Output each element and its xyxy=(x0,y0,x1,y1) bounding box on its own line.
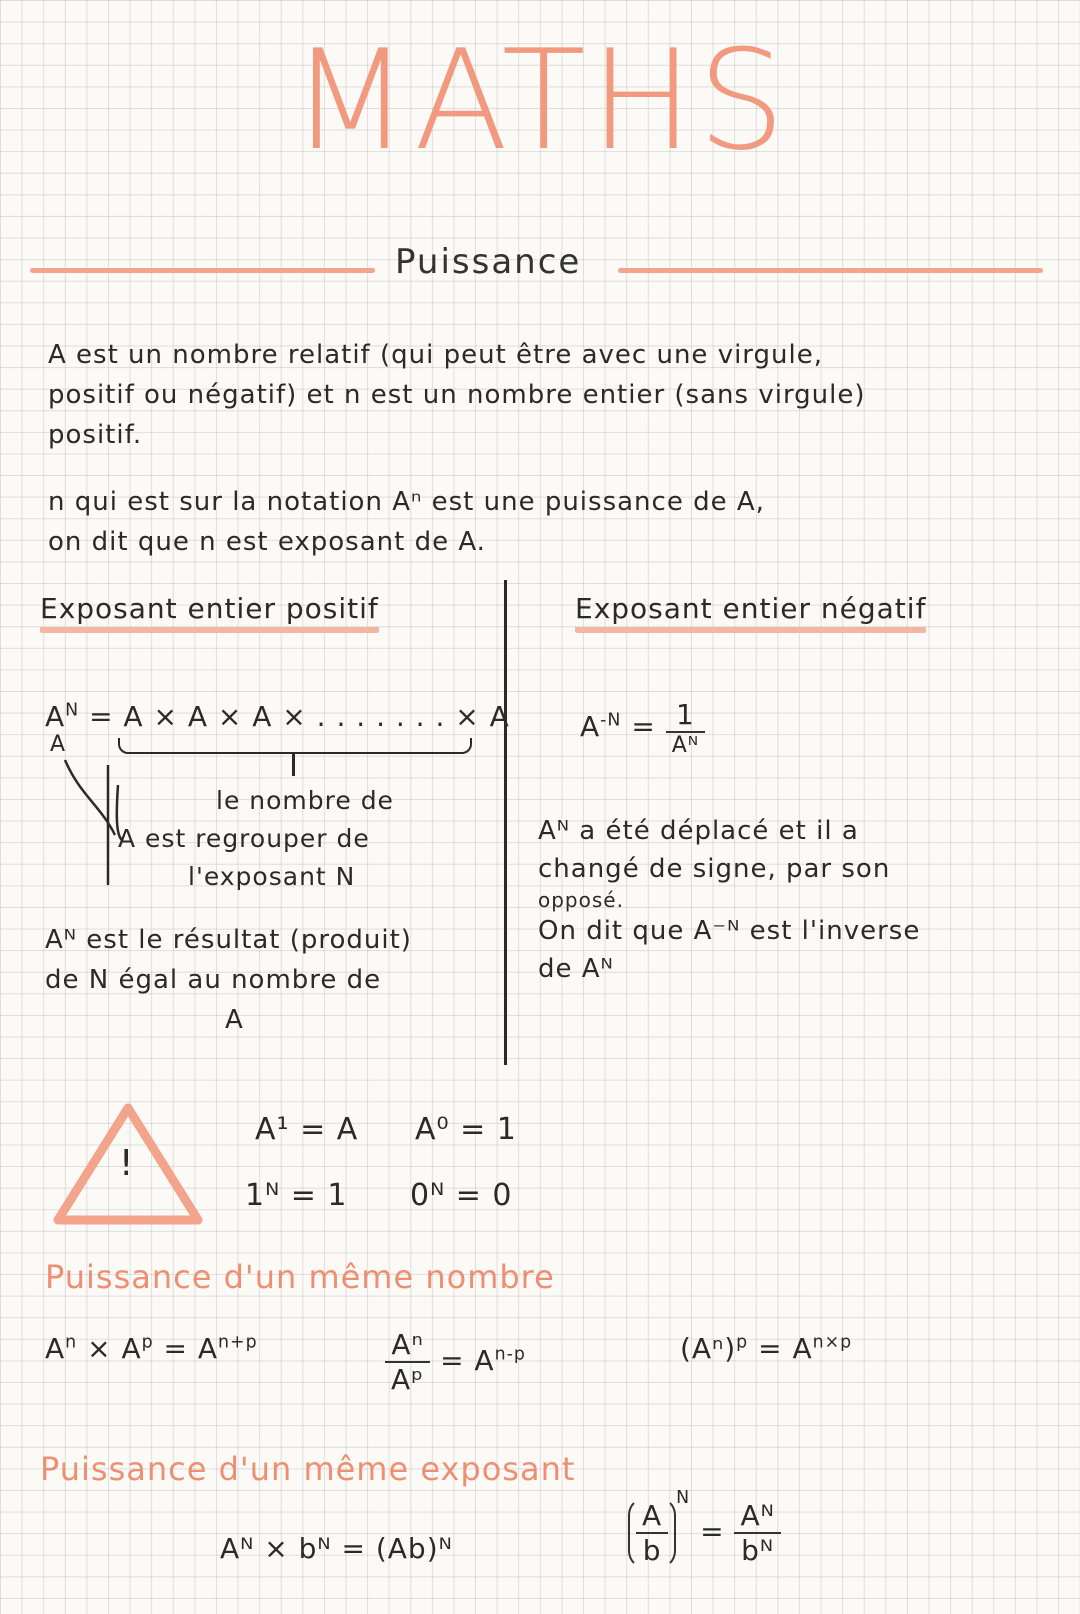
quotient-same-exponent-rule: $\frac{A}{b}$ $^N$ = $\frac{\text{Aᴺ}}{\text{bᴺ}}$ xyxy=(628,1488,781,1569)
exponent: N xyxy=(676,1488,691,1508)
divider-left xyxy=(30,268,375,273)
fraction-numerator: Aᴺ xyxy=(734,1499,780,1534)
brace-label xyxy=(118,782,394,896)
fraction xyxy=(636,1499,668,1567)
fraction-numerator: Aⁿ xyxy=(385,1328,430,1363)
text-line: positif. xyxy=(48,420,143,450)
fraction xyxy=(385,1328,430,1396)
product-same-exponent-rule: Aᴺ × bᴺ = (Ab)ᴺ xyxy=(220,1532,453,1565)
text-line: le nombre de xyxy=(216,786,394,815)
text-line: A est un nombre relatif (qui peut être avec une virgule, xyxy=(48,340,823,370)
brace-tick xyxy=(292,752,295,776)
text-line: de Aᴺ xyxy=(538,954,614,984)
exponent: n+p xyxy=(218,1332,258,1353)
text-line: opposé. xyxy=(538,888,624,912)
quotient-rule xyxy=(385,1328,526,1396)
fraction xyxy=(666,698,705,758)
divider-right xyxy=(618,268,1043,273)
fraction-denominator: Aᵖ xyxy=(391,1363,425,1396)
text-line: positif ou négatif) et n est un nombre entier (sans virgule) xyxy=(48,380,866,410)
text-line: Aᴺ a été déplacé et il a xyxy=(538,816,859,846)
right-heading: Exposant entier négatif xyxy=(575,592,926,633)
right-explanation xyxy=(538,812,920,988)
exponent: n×p xyxy=(812,1332,853,1353)
subtitle: Puissance xyxy=(395,242,582,282)
parenthesis xyxy=(628,1497,676,1569)
fraction-denominator: b xyxy=(642,1534,662,1567)
exponent: n xyxy=(65,1332,78,1353)
small-a-label: A xyxy=(50,732,67,757)
positive-exponent-formula xyxy=(45,700,510,733)
fraction xyxy=(734,1499,780,1567)
text-line: de N égal au nombre de xyxy=(45,965,382,995)
formula-exponent: N xyxy=(65,700,80,721)
negative-exponent-formula: $A^{-N}$ = $\frac{1}{\text{Aᴺ}}$ xyxy=(580,698,705,758)
rule-a0: A⁰ = 1 xyxy=(415,1112,517,1147)
exponent: p xyxy=(141,1332,154,1353)
text-line: A est regrouper de xyxy=(118,824,370,853)
column-divider xyxy=(504,580,507,1065)
text-line: on dit que n est exposant de A. xyxy=(48,527,486,557)
term: = A xyxy=(440,1344,495,1377)
formula-base: A xyxy=(580,710,601,743)
power-of-power-rule xyxy=(680,1332,852,1365)
term: A xyxy=(45,1332,66,1365)
page-title: MATHS xyxy=(290,20,790,181)
intro-paragraph-2 xyxy=(48,482,1028,562)
term: = A xyxy=(758,1332,813,1365)
rule-a1: A¹ = A xyxy=(255,1112,359,1147)
text-line: l'exposant N xyxy=(188,862,356,891)
section-same-base-title: Puissance d'un même nombre xyxy=(45,1258,555,1296)
rule-1n: 1ᴺ = 1 xyxy=(245,1178,348,1213)
section-same-exponent-title: Puissance d'un même exposant xyxy=(40,1450,576,1488)
left-result-text xyxy=(45,920,412,1040)
fraction-denominator: bᴺ xyxy=(741,1534,775,1567)
formula-exponent: -N xyxy=(600,710,622,731)
text-line: n qui est sur la notation Aⁿ est une puissance de A, xyxy=(48,487,765,517)
left-heading: Exposant entier positif xyxy=(40,592,379,633)
fraction-numerator: A xyxy=(636,1499,668,1534)
formula-base: A xyxy=(45,700,66,733)
text-line: changé de signe, par son xyxy=(538,854,891,884)
term: = A xyxy=(163,1332,219,1365)
fraction-denominator: Aᴺ xyxy=(671,733,700,758)
exponent: p xyxy=(736,1332,749,1353)
exponent: n-p xyxy=(494,1344,526,1365)
formula-product: = A × A × A × . . . . . . . × A xyxy=(89,700,510,733)
text-line: On dit que A⁻ᴺ est l'inverse xyxy=(538,916,921,946)
fraction-numerator: 1 xyxy=(666,698,705,733)
text-line: Aᴺ est le résultat (produit) xyxy=(45,925,412,955)
product-rule xyxy=(45,1332,258,1365)
text-line: A xyxy=(225,1005,244,1035)
term: × A xyxy=(87,1332,142,1365)
intro-paragraph-1 xyxy=(48,335,1028,455)
rule-0n: 0ᴺ = 0 xyxy=(410,1178,513,1213)
term: (Aⁿ) xyxy=(680,1332,737,1365)
warning-mark: ! xyxy=(119,1143,135,1184)
brace xyxy=(118,738,472,754)
